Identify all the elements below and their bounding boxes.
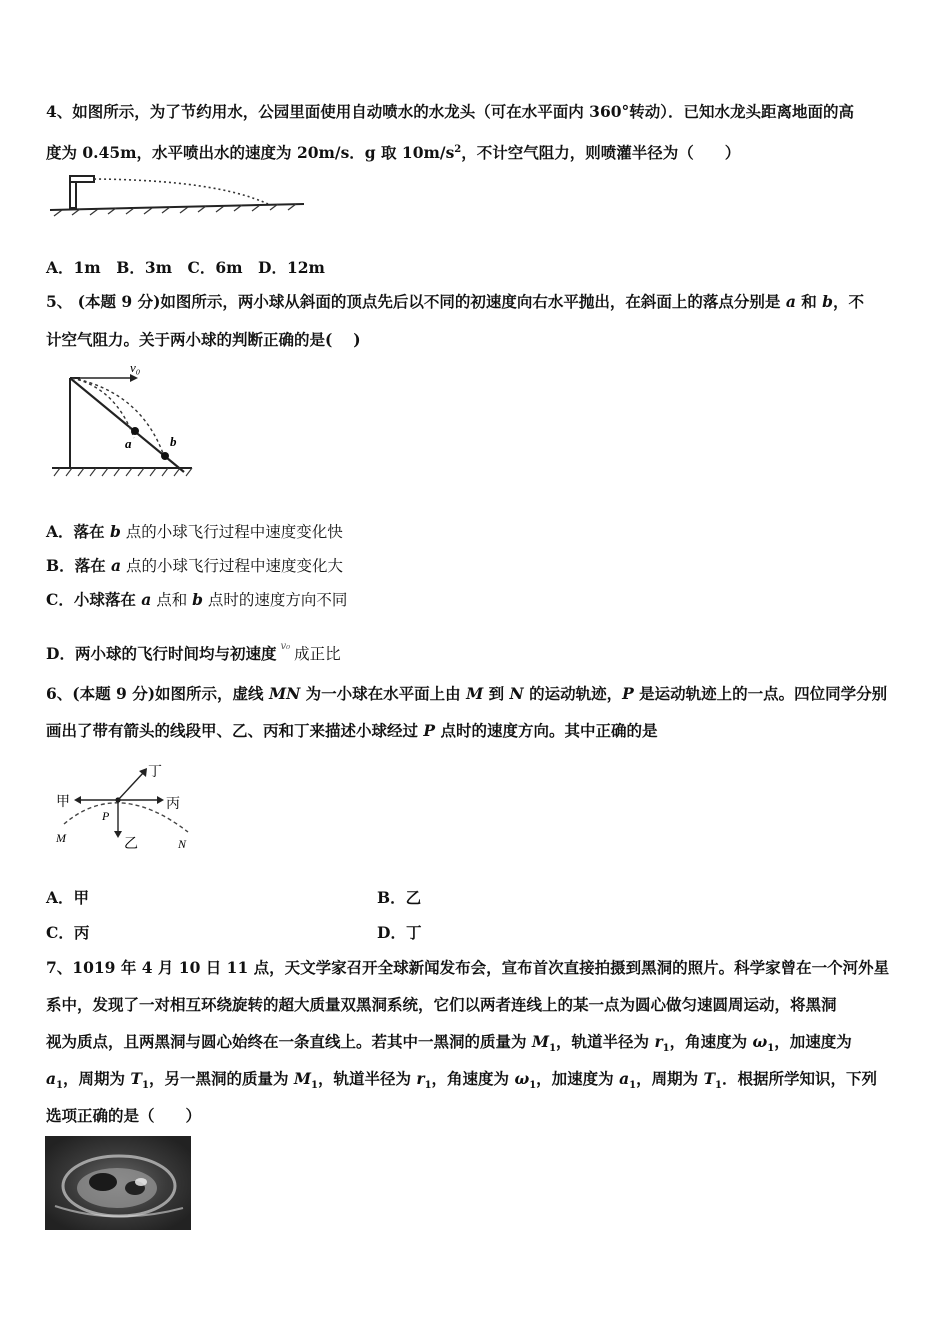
q7-l4-f: ，周期为 [636,1069,704,1088]
black-hole-photo [45,1136,191,1230]
q6-line1-b: 为一小球在水平面上由 [300,684,467,703]
q5-option-a [46,522,343,542]
q7-a1b-sub: 1 [629,1080,637,1092]
label-P: P [102,809,110,823]
q5-optA-var: b [109,522,121,541]
q7-line2: 系中，发现了一对相互环绕旋转的超大质量双黑洞系统，它们以两者连线上的某一点为圆心做匀速圆周运动，将黑洞 [46,995,837,1014]
q4-line2 [46,140,740,163]
q5-line1 [46,292,864,312]
incline-figure [46,360,196,480]
label-M: M [56,831,66,845]
q6-option-b [377,888,421,908]
q5-optA-b: 点的小球飞行过程中速度变化快 [120,523,343,541]
q7-l3-b: ，轨道半径为 [556,1032,655,1051]
q6-var-N: N [509,684,524,703]
q5-optC-c: 点时的速度方向不同 [202,591,348,609]
q7-r1-sub: 1 [662,1043,670,1055]
q7-T1b-sub: 1 [715,1080,723,1092]
q5-optB-a: B．落在 [46,556,111,575]
ball-b [161,452,169,460]
label-bing: 丙 [166,796,180,812]
fig-label-b: b [170,434,177,449]
q6-line1-c: 的运动轨迹， [523,684,623,703]
sprinkler-head [70,176,94,182]
q5-line1-a: 5、 (本题 9 分)如图所示，两小球从斜面的顶点先后以不同的初速度向右水平抛出，在斜面上的落点分别是 [46,292,786,311]
base-hatching [54,468,192,476]
v0-arrowhead [130,374,138,382]
photo-core-1 [89,1173,117,1191]
q7-a1: a [46,1069,57,1088]
q5-optC-var2: b [192,590,203,609]
q7-M1-sub: 1 [549,1043,557,1055]
q5-optB-b: 点的小球飞行过程中速度变化大 [121,557,343,575]
q7-w1b: ω [514,1069,530,1088]
q5-line1-c: ，不 [833,292,865,311]
ball-a [131,427,139,435]
q7-l4-b: ，另一黑洞的质量为 [148,1069,294,1088]
arrowhead-yi [114,831,122,838]
label-N: N [178,837,187,851]
q6-line1-d: 是运动轨迹上的一点。四位同学分别 [633,684,888,703]
q6-optD: D．丁 [377,923,422,942]
q6-line1 [46,684,887,704]
q5-and: 和 [795,292,823,311]
q5-option-c [46,590,347,610]
q7-l4-c: ，轨道半径为 [317,1069,417,1088]
q7-w1-sub: 1 [767,1043,775,1055]
q7-line1: 7、1019 年 4 月 10 日 11 点，天文学家召开全球新闻发布会，宣布首次直接拍摄到黑洞的照片。科学家曾在一个河外星 [46,958,890,977]
q7-r1b-sub: 1 [424,1080,432,1092]
q7-l4-a: ，周期为 [63,1069,131,1088]
q5-optC-a: C．小球落在 [46,590,142,609]
arrowhead-bing [157,796,164,804]
q4-options: A．1m B．3m C．6m D．12m [46,258,325,277]
q7-T1: T [130,1069,142,1088]
q7-w1: ω [752,1032,768,1051]
q7-M1b: M [293,1069,312,1088]
q6-line2-a: 画出了带有箭头的线段甲、乙、丙和丁来描述小球经过 [46,721,424,740]
q7-a1b: a [619,1069,630,1088]
q7-M1b-sub: 1 [311,1080,318,1092]
q5-optB-var: a [111,556,122,575]
q7-r1: r [654,1032,663,1051]
water-trajectory [94,179,268,204]
q4-line1: 4、如图所示，为了节约用水，公园里面使用自动喷水的水龙头（可在水平面内 360°转动）．已知水龙头距离地面的高 [46,102,855,121]
q6-line2-b: 点时的速度方向。其中正确的是 [435,721,658,740]
q6-optC: C．丙 [46,923,90,942]
q6-var-P: P [622,684,634,703]
q4-line2-b: ，不计空气阻力，则喷灌半径为（ ） [461,143,741,163]
q7-M1: M [531,1032,550,1051]
q7-w1b-sub: 1 [529,1080,537,1092]
label-jia: 甲 [56,794,70,810]
arrow-ding [118,772,144,800]
q4-line2-sup: 2 [454,144,462,155]
q5-line2: 计空气阻力。关于两小球的判断正确的是( ) [46,330,361,349]
q7-l3-d: ，加速度为 [774,1032,852,1051]
q5-optD-b: 成正比 [294,645,341,663]
q6-to: 到 [483,684,510,703]
photo-glow [135,1178,147,1186]
q6-option-a [46,888,89,908]
sprinkler-figure [46,168,308,224]
q6-option-c [46,923,89,943]
q5-option-d [46,637,341,664]
q6-var-M: M [466,684,484,703]
q6-line1-a: 6、(本题 9 分)如图所示，虚线 [46,684,269,703]
label-ding: 丁 [148,764,162,780]
q6-option-d [377,923,421,943]
q4-line2-a: 度为 0.45m，水平喷出水的速度为 20m/s．g 取 10m/s [46,143,455,163]
q6-var-MN: MN [268,684,301,703]
q5-optC-b: 点和 [151,591,193,609]
q7-line3 [46,1032,852,1059]
q5-optA-a: A．落在 [46,522,110,541]
q7-l4-g: ．根据所学知识，下列 [722,1069,878,1088]
q6-optA: A．甲 [46,888,90,907]
q7-T1-sub: 1 [141,1080,149,1092]
v0-label: v₀ [130,360,141,375]
q7-l3-a: 视为质点，且两黑洞与圆心始终在一条直线上。若其中一黑洞的质量为 [46,1032,532,1051]
q7-a1-sub: 1 [56,1080,64,1092]
q7-l4-e: ，加速度为 [536,1069,620,1088]
label-yi: 乙 [124,836,138,852]
q6-optB: B．乙 [377,888,422,907]
q5-optC-var1: a [141,590,152,609]
ground-line [50,204,304,210]
q7-line4 [46,1069,877,1096]
q5-option-b [46,556,343,576]
velocity-direction-figure [46,756,206,860]
arrowhead-jia [74,796,81,804]
q5-var-a: a [785,292,796,311]
q5-var-b: b [822,292,834,311]
fig-label-a: a [125,436,132,451]
q7-l3-c: ，角速度为 [669,1032,753,1051]
q7-T1b: T [703,1069,716,1088]
q5-optD-a: D．两小球的飞行时间均与初速度 [46,644,277,663]
q6-var-P2: P [423,721,436,740]
q6-line2 [46,721,657,741]
q7-line5: 选项正确的是（ ） [46,1106,202,1125]
q7-r1b: r [416,1069,425,1088]
q7-l4-d: ，角速度为 [431,1069,515,1088]
q5-optD-v: v₀ [280,641,291,652]
